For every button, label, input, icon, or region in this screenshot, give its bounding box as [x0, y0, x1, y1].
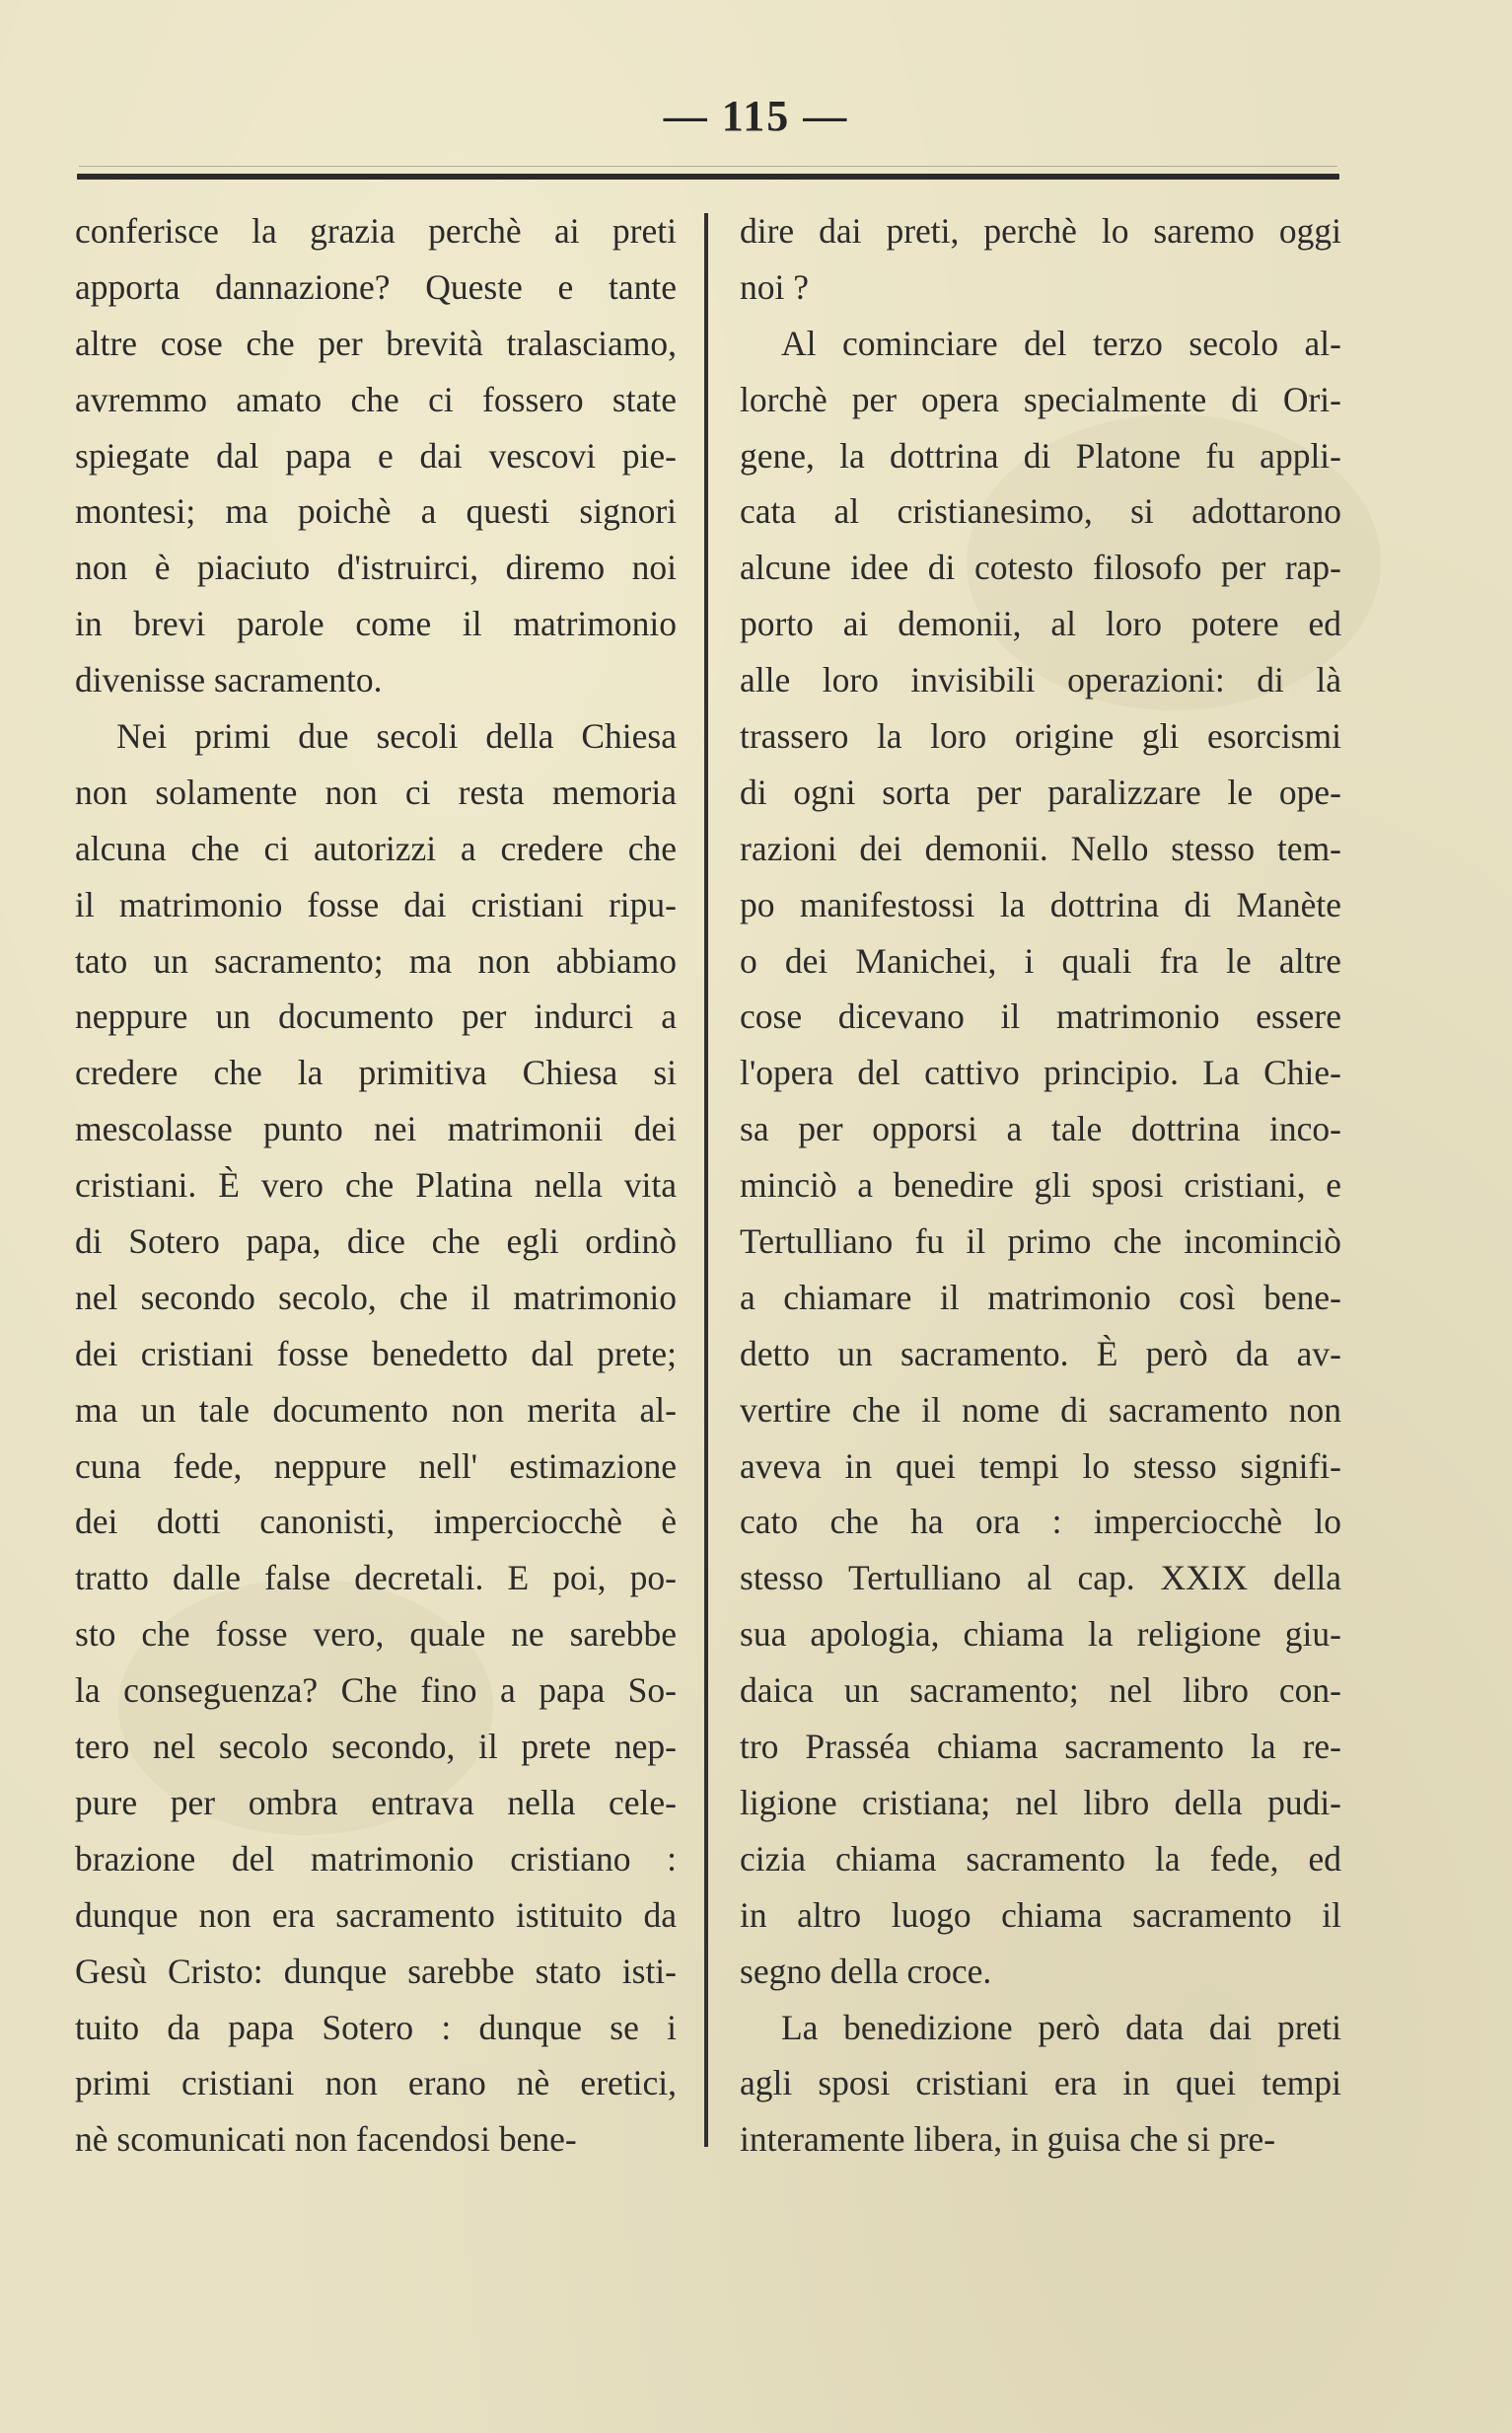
left-column-line: di Sotero papa, dice che egli ordinò — [75, 1221, 677, 1262]
right-column-line: gene, la dottrina di Platone fu appli- — [740, 435, 1341, 476]
left-column — [75, 203, 677, 2168]
left-column-line: apporta dannazione? Queste e tante — [75, 266, 677, 307]
left-column-line: Gesù Cristo: dunque sarebbe stato isti- — [75, 1951, 677, 1991]
left-column-line: nè scomunicati non facendosi bene- — [75, 2119, 577, 2160]
right-column-line: Tertulliano fu il primo che incominciò — [740, 1221, 1341, 1262]
right-column-line: trassero la loro origine gli esorcismi — [740, 716, 1341, 757]
header-rule-thin — [79, 166, 1337, 167]
right-column-line: cata al cristianesimo, si adottarono — [740, 491, 1341, 532]
right-column-line: alcune idee di cotesto filosofo per rap- — [740, 548, 1341, 588]
left-column-line: il matrimonio fosse dai cristiani ripu- — [75, 884, 677, 924]
left-column-line: la conseguenza? Che fino a papa So- — [75, 1670, 677, 1711]
right-column-line: sua apologia, chiama la religione giu- — [740, 1614, 1341, 1655]
right-column-line: dire dai preti, perchè lo saremo oggi — [740, 211, 1341, 251]
right-column-line: cato che ha ora : imperciocchè lo — [740, 1502, 1341, 1542]
left-column-line: conferisce la grazia perchè ai preti — [75, 211, 677, 251]
header-rule — [77, 174, 1339, 180]
left-column-line: montesi; ma poichè a questi signori — [75, 491, 677, 532]
right-column-line: aveva in quei tempi lo stesso signifi- — [740, 1445, 1341, 1486]
right-column-line: porto ai demonii, al loro potere ed — [740, 604, 1341, 644]
left-column-line: non solamente non ci resta memoria — [75, 772, 677, 812]
left-column-line: cristiani. È vero che Platina nella vita — [75, 1165, 677, 1206]
right-column-line: po manifestossi la dottrina di Manète — [740, 884, 1341, 924]
left-column-line: brazione del matrimonio cristiano : — [75, 1838, 677, 1879]
right-column-line: detto un sacramento. È però da av- — [740, 1333, 1341, 1373]
right-column-line: vertire che il nome di sacramento non — [740, 1389, 1341, 1430]
right-column-line: Al cominciare del terzo secolo al- — [781, 323, 1341, 363]
right-column-line: o dei Manichei, i quali fra le altre — [740, 940, 1341, 981]
left-column-line: tero nel secolo secondo, il prete nep- — [75, 1727, 677, 1767]
left-column-line: neppure un documento per indurci a — [75, 996, 677, 1037]
right-column-line: razioni dei demonii. Nello stesso tem- — [740, 828, 1341, 868]
right-column-line: stesso Tertulliano al cap. XXIX della — [740, 1558, 1341, 1598]
right-column-line: tro Prasséa chiama sacramento la re- — [740, 1727, 1341, 1767]
left-column-line: mescolasse punto nei matrimonii dei — [75, 1109, 677, 1149]
left-column-line: primi cristiani non erano nè eretici, — [75, 2063, 677, 2103]
right-column-line: sa per opporsi a tale dottrina inco- — [740, 1109, 1341, 1149]
left-column-line: dunque non era sacramento istituito da — [75, 1894, 677, 1935]
right-column-line: daica un sacramento; nel libro con- — [740, 1670, 1341, 1711]
left-column-line: altre cose che per brevità tralasciamo, — [75, 323, 677, 363]
left-column-line: in brevi parole come il matrimonio — [75, 604, 677, 644]
right-column — [740, 203, 1341, 2168]
left-column-line: pure per ombra entrava nella cele- — [75, 1782, 677, 1822]
right-column-line: segno della croce. — [740, 1951, 992, 1991]
right-column-line: l'opera del cattivo principio. La Chie- — [740, 1053, 1341, 1093]
right-column-line: cizia chiama sacramento la fede, ed — [740, 1838, 1341, 1879]
right-column-line: lorchè per opera specialmente di Ori- — [740, 379, 1341, 419]
right-column-line: cose dicevano il matrimonio essere — [740, 996, 1341, 1037]
left-column-line: alcuna che ci autorizzi a credere che — [75, 828, 677, 868]
left-column-line: tato un sacramento; ma non abbiamo — [75, 940, 677, 981]
right-column-line: agli sposi cristiani era in quei tempi — [740, 2063, 1341, 2103]
right-column-line: interamente libera, in guisa che si pre- — [740, 2119, 1276, 2160]
page-number: — 115 — — [663, 92, 849, 140]
right-column-line: a chiamare il matrimonio così bene- — [740, 1277, 1341, 1317]
left-column-line: divenisse sacramento. — [75, 660, 383, 700]
left-column-line: Nei primi due secoli della Chiesa — [116, 716, 677, 757]
right-column-line: ligione cristiana; nel libro della pudi- — [740, 1782, 1341, 1822]
left-column-line: sto che fosse vero, quale ne sarebbe — [75, 1614, 677, 1655]
left-column-line: nel secondo secolo, che il matrimonio — [75, 1277, 677, 1317]
right-column-line: di ogni sorta per paralizzare le ope- — [740, 772, 1341, 812]
left-column-line: tratto dalle false decretali. E poi, po- — [75, 1558, 677, 1598]
left-column-line: cuna fede, neppure nell' estimazione — [75, 1445, 677, 1486]
left-column-line: avremmo amato che ci fossero state — [75, 379, 677, 419]
left-column-line: tuito da papa Sotero : dunque se i — [75, 2007, 677, 2047]
left-column-line: spiegate dal papa e dai vescovi pie- — [75, 435, 677, 476]
column-divider — [704, 213, 708, 2147]
left-column-line: non è piaciuto d'istruirci, diremo noi — [75, 548, 677, 588]
right-column-line: La benedizione però data dai preti — [781, 2007, 1341, 2047]
left-column-line: dei cristiani fosse benedetto dal prete; — [75, 1333, 677, 1373]
left-column-line: dei dotti canonisti, imperciocchè è — [75, 1502, 677, 1542]
right-column-line: noi ? — [740, 266, 809, 307]
right-column-line: in altro luogo chiama sacramento il — [740, 1894, 1341, 1935]
right-column-line: minciò a benedire gli sposi cristiani, e — [740, 1165, 1341, 1206]
left-column-line: credere che la primitiva Chiesa si — [75, 1053, 677, 1093]
left-column-line: ma un tale documento non merita al- — [75, 1389, 677, 1430]
right-column-line: alle loro invisibili operazioni: di là — [740, 660, 1341, 700]
